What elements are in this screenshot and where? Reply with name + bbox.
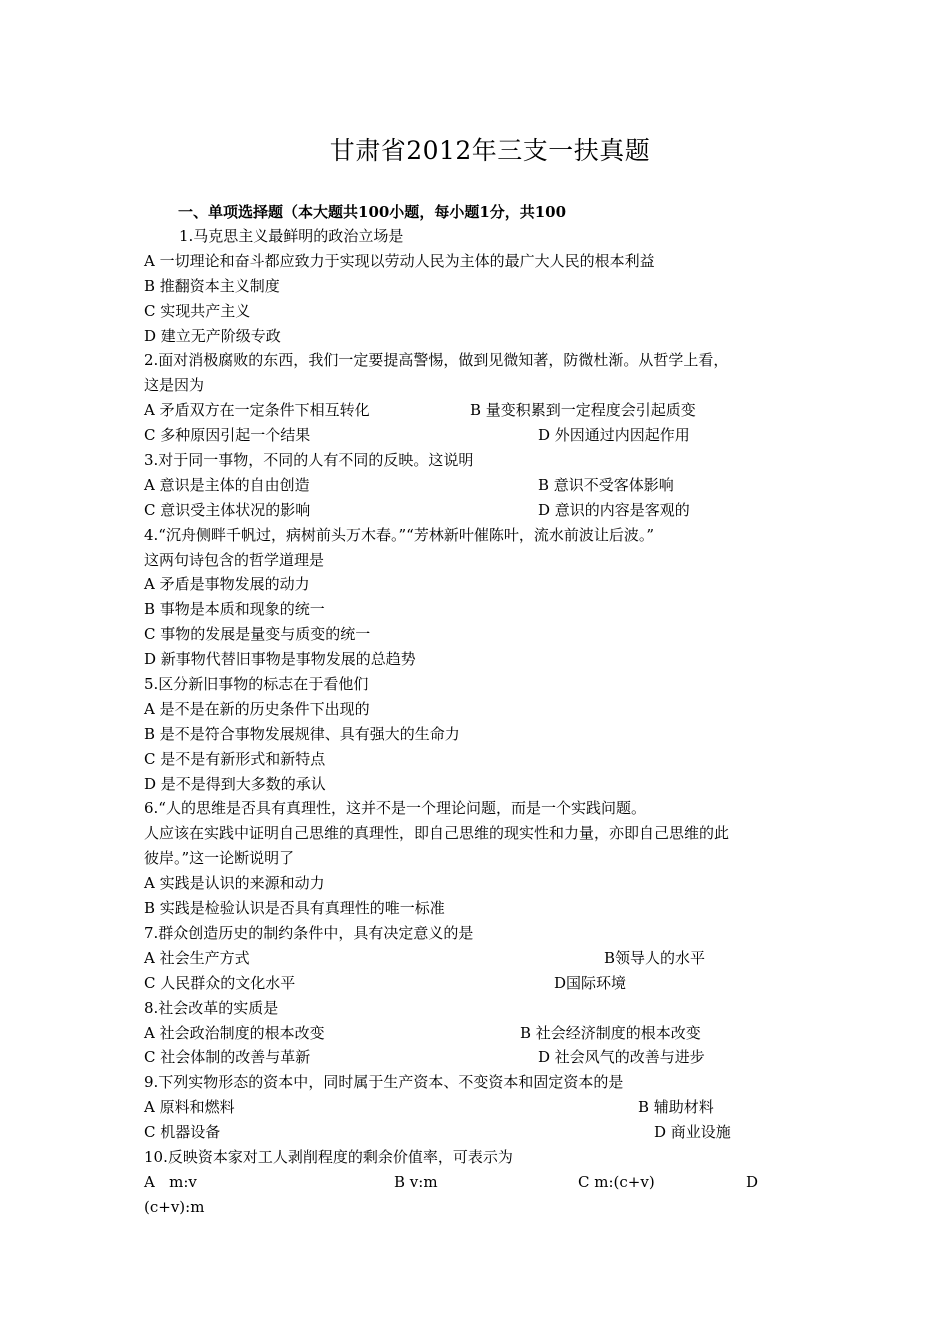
question-7-option-b: B领导人的水平	[604, 948, 706, 967]
question-8-stem: 8.社会改革的实质是	[144, 998, 279, 1017]
question-6-stem-line-2: 人应该在实践中证明自己思维的真理性，即自己思维的现实性和力量，亦即自己思维的此	[144, 824, 730, 843]
section-heading: 一、单项选择题（本大题共100小题，每小题1分，共100	[178, 203, 567, 221]
question-2-option-d: D 外因通过内因起作用	[538, 426, 690, 445]
question-2-stem-line-1: 2.面对消极腐败的东西，我们一定要提高警惕，做到见微知著，防微杜渐。从哲学上看，	[144, 351, 729, 370]
question-8-option-c: C 社会体制的改善与革新	[144, 1048, 311, 1067]
question-10-option-d-label: D	[746, 1172, 759, 1191]
question-10-option-c: C m:(c+v)	[578, 1172, 655, 1191]
question-3-stem: 3.对于同一事物，不同的人有不同的反映。这说明	[144, 451, 474, 470]
question-10-option-a: A m:v	[144, 1172, 197, 1191]
question-2-option-c: C 多种原因引起一个结果	[144, 426, 311, 445]
question-7-options-ab	[144, 946, 824, 971]
question-1-stem: 1.马克思主义最鲜明的政治立场是	[179, 227, 404, 245]
question-7-options-cd	[144, 971, 824, 996]
question-3-option-c: C 意识受主体状况的影响	[144, 500, 311, 519]
question-5-stem: 5.区分新旧事物的标志在于看他们	[144, 675, 369, 694]
question-2-option-a: A 矛盾双方在一定条件下相互转化	[144, 401, 370, 420]
question-8-option-a: A 社会政治制度的根本改变	[144, 1023, 325, 1042]
question-4-stem-line-1: 4.“沉舟侧畔千帆过，病树前头万木春。”“芳林新叶催陈叶，流水前波让后波。”	[144, 525, 654, 544]
question-2-options-cd	[144, 423, 824, 448]
question-9-option-c: C 机器设备	[144, 1123, 221, 1142]
question-5-option-b: B 是不是符合事物发展规律、具有强大的生命力	[144, 724, 460, 743]
document-title: 甘肃省2012年三支一扶真题	[329, 136, 651, 165]
question-10-option-d-value: (c+v):m	[144, 1197, 205, 1216]
question-1-option-d: D 建立无产阶级专政	[144, 326, 281, 345]
question-9-options-cd	[144, 1120, 824, 1145]
question-9-options-ab	[144, 1095, 824, 1120]
question-7-option-d: D国际环境	[554, 973, 627, 992]
question-7-option-a: A 社会生产方式	[144, 948, 250, 967]
question-1-option-b: B 推翻资本主义制度	[144, 276, 280, 295]
question-1-option-c: C 实现共产主义	[144, 301, 251, 320]
question-9-option-b: B 辅助材料	[638, 1098, 714, 1117]
question-6-option-b: B 实践是检验认识是否具有真理性的唯一标准	[144, 899, 445, 918]
question-4-option-d: D 新事物代替旧事物是事物发展的总趋势	[144, 650, 416, 669]
question-4-stem-line-2: 这两句诗包含的哲学道理是	[144, 550, 325, 569]
question-10-stem: 10.反映资本家对工人剥削程度的剩余价值率，可表示为	[144, 1147, 513, 1166]
question-3-options-cd	[144, 498, 824, 523]
question-10-options	[144, 1170, 824, 1195]
question-3-option-d: D 意识的内容是客观的	[538, 500, 690, 519]
question-2-stem-line-2: 这是因为	[144, 376, 205, 395]
question-2-options-ab	[144, 398, 824, 423]
question-1-option-a: A 一切理论和奋斗都应致力于实现以劳动人民为主体的最广大人民的根本利益	[144, 251, 655, 270]
question-2-option-b: B 量变积累到一定程度会引起质变	[470, 401, 696, 420]
question-5-option-d: D 是不是得到大多数的承认	[144, 774, 326, 793]
question-8-option-b: B 社会经济制度的根本改变	[520, 1023, 701, 1042]
question-6-stem-line-1: 6.“人的思维是否具有真理性，这并不是一个理论问题，而是一个实践问题。	[144, 799, 646, 818]
question-9-option-a: A 原料和燃料	[144, 1098, 235, 1117]
question-5-option-c: C 是不是有新形式和新特点	[144, 749, 326, 768]
question-6-option-a: A 实践是认识的来源和动力	[144, 874, 325, 893]
question-7-stem: 7.群众创造历史的制约条件中，具有决定意义的是	[144, 923, 474, 942]
question-4-option-a: A 矛盾是事物发展的动力	[144, 575, 310, 594]
question-7-option-c: C 人民群众的文化水平	[144, 973, 296, 992]
question-9-option-d: D 商业设施	[654, 1123, 731, 1142]
question-8-options-ab	[144, 1021, 824, 1046]
question-3-option-a: A 意识是主体的自由创造	[144, 475, 310, 494]
question-6-stem-line-3: 彼岸。”这一论断说明了	[144, 849, 295, 868]
question-8-option-d: D 社会风气的改善与进步	[538, 1048, 705, 1067]
question-list	[144, 224, 824, 1220]
question-3-option-b: B 意识不受客体影响	[538, 475, 674, 494]
question-4-option-b: B 事物是本质和现象的统一	[144, 600, 325, 619]
question-9-stem: 9.下列实物形态的资本中，同时属于生产资本、不变资本和固定资本的是	[144, 1073, 624, 1092]
question-10-option-b: B v:m	[394, 1172, 438, 1191]
question-8-options-cd	[144, 1045, 824, 1070]
question-5-option-a: A 是不是在新的历史条件下出现的	[144, 699, 370, 718]
question-3-options-ab	[144, 473, 824, 498]
question-4-option-c: C 事物的发展是量变与质变的统一	[144, 625, 371, 644]
